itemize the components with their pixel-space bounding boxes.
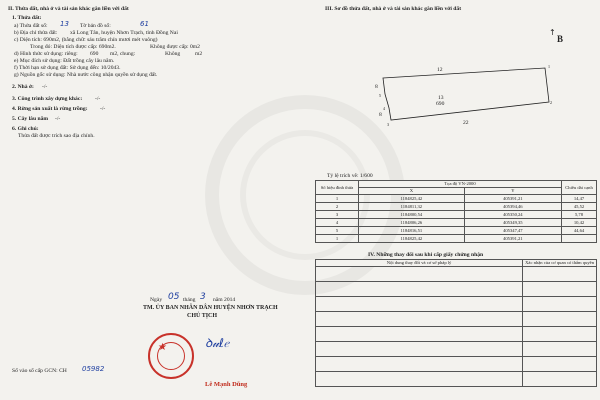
coord-header-x: X	[359, 188, 465, 195]
notes-heading: 6. Ghi chú:	[12, 126, 39, 132]
table-row: 4 1184806,26 405349,35 10,42	[316, 219, 597, 227]
registration-label: Số vào sổ cấp GCN: CH	[12, 368, 67, 374]
date-day: 05	[168, 292, 180, 302]
edge-bottom: 22	[463, 120, 469, 126]
signature-scribble: ꝺ𝓊ℓ𝑒	[205, 336, 229, 350]
table-row: 5 1184816,51 405347,47 44,64	[316, 227, 597, 235]
section-ii-title: II. Thửa đất, nhà ở và tài sản khác gắn liền với đất	[8, 6, 129, 12]
sheet-number: 61	[140, 20, 149, 28]
table-row: 1 1184825,42 405391,21 14,47	[316, 195, 597, 203]
issuing-organization: TM. ỦY BAN NHÂN DÂN HUYỆN NHƠN TRẠCH	[143, 305, 278, 311]
coord-header-length: Chiều dài cạnh	[562, 181, 597, 195]
construction-heading: 3. Công trình xây dựng khác:	[12, 96, 83, 102]
right-page	[313, 0, 600, 400]
date-year: năm 2014	[213, 297, 236, 303]
construction-value: -/-	[95, 96, 101, 102]
north-arrow-icon: ↑	[549, 28, 556, 37]
coord-header-y: Y	[464, 188, 561, 195]
area-granted: Trong đó: Diện tích được cấp: 690m2.	[30, 44, 116, 50]
area-line: c) Diện tích: 690m2, (bằng chữ: sáu trăm chín mươi mét vuông)	[14, 37, 158, 43]
coord-header-id: Số hiệu đỉnh thửa	[316, 181, 359, 195]
edge-left-a: 8	[375, 84, 378, 90]
corner-4: 4	[383, 106, 385, 111]
use-form-private: 690	[90, 51, 99, 57]
forest-value: -/-	[100, 106, 106, 112]
parcel-sketch	[363, 60, 553, 140]
changes-header-content: Nội dung thay đổi và cơ sở pháp lý	[316, 260, 523, 267]
north-label: B	[557, 34, 564, 44]
date-prefix: Ngày	[150, 297, 163, 303]
forest-heading: 4. Rừng sản xuất là rừng trồng:	[12, 106, 88, 112]
table-row: 2 1184811,32 405394,46 45,52	[316, 203, 597, 211]
use-form-unit: m2, chung:	[110, 51, 136, 57]
edge-left-b: 8	[379, 112, 382, 118]
red-seal: ★	[148, 333, 194, 379]
purpose-line: e) Mục đích sử dụng: Đất trồng cây lâu năm.	[14, 58, 115, 64]
use-form-unit2: m2	[195, 51, 203, 57]
house-value: -/-	[42, 84, 48, 90]
signer-role: CHỦ TỊCH	[187, 313, 218, 319]
corner-1: 1	[548, 64, 550, 69]
signer-name: Lê Mạnh Dũng	[205, 381, 248, 388]
parcel-label: a) Thửa đất số:	[14, 23, 48, 29]
edge-top: 12	[437, 67, 443, 73]
house-heading: 2. Nhà ở:	[12, 84, 34, 90]
table-row: 1 1184825,42 405391,21	[316, 235, 597, 243]
table-row	[316, 282, 597, 297]
date-month-label: tháng	[183, 297, 196, 303]
changes-header-confirm: Xác nhận của cơ quan có thẩm quyền	[523, 260, 597, 267]
section-iv-title: IV. Những thay đổi sau khi cấp giấy chứng nhận	[368, 252, 484, 258]
address-value: xã Long Tân, huyện Nhơn Trạch, tỉnh Đồng Nai	[70, 30, 178, 36]
parcel-number: 13	[60, 20, 69, 28]
use-form-label: d) Hình thức sử dụng: riêng:	[14, 51, 78, 57]
date-month: 3	[200, 292, 206, 302]
area-number: 13	[438, 95, 444, 101]
use-form-common: Không	[165, 51, 181, 57]
table-row	[316, 372, 597, 387]
registration-number: 05982	[82, 365, 105, 373]
table-row	[316, 267, 597, 282]
corner-5: 5	[379, 93, 381, 98]
section-iii-title: III. Sơ đồ thửa đất, nhà ở và tài sản khác gắn liền với đất	[325, 6, 462, 12]
table-row	[316, 342, 597, 357]
land-heading: 1. Thửa đất:	[12, 15, 42, 21]
duration-line: f) Thời hạn sử dụng đất: Sử dụng đến: 10/2043.	[14, 65, 121, 71]
table-row: 3 1184800,54 405350,24 5,78	[316, 211, 597, 219]
table-row	[316, 357, 597, 372]
corner-3: 3	[387, 122, 389, 127]
notes-text: Thửa đất được trích sao địa chính.	[18, 133, 95, 139]
scale-label: Tỷ lệ trích vẽ: 1/600	[327, 173, 373, 179]
coord-header-system: Tọa độ VN-2000	[359, 181, 562, 188]
address-label: b) Địa chỉ thửa đất:	[14, 30, 58, 36]
origin-line: g) Nguồn gốc sử dụng: Nhà nước công nhận quyền sử dụng đất.	[14, 72, 158, 78]
perennial-heading: 5. Cây lâu năm	[12, 116, 49, 122]
table-row	[316, 312, 597, 327]
sheet-label: Tờ bản đồ số:	[80, 23, 111, 29]
perennial-value: -/-	[55, 116, 61, 122]
corner-2: 2	[550, 100, 552, 105]
table-row	[316, 327, 597, 342]
changes-table	[315, 259, 597, 387]
table-row	[316, 297, 597, 312]
coordinates-table	[315, 180, 597, 243]
area-not-granted: Không được cấp: 0m2	[150, 44, 200, 50]
area-value: 690	[436, 101, 445, 107]
